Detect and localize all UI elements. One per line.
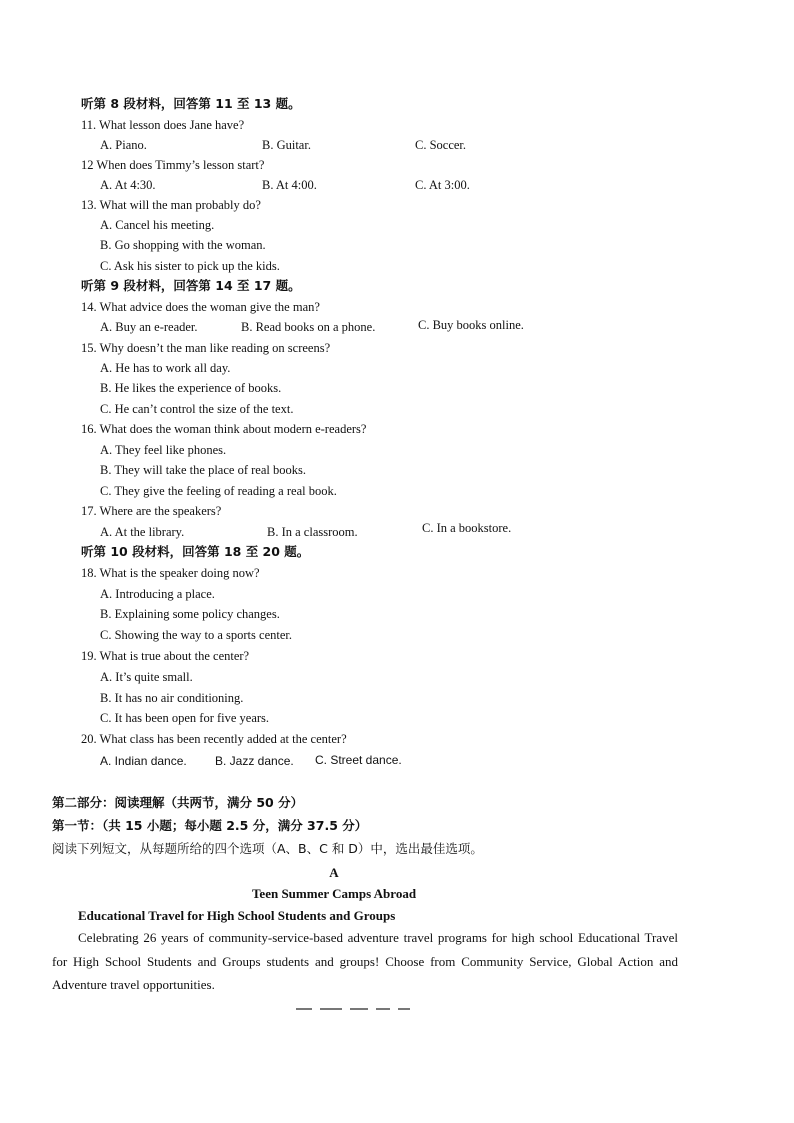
q16-option-c: C. They give the feeling of reading a real book.	[100, 484, 337, 498]
question-11: 11. What lesson does Jane have?	[81, 118, 245, 132]
q18-option-c: C. Showing the way to a sports center.	[100, 628, 292, 642]
passage-subtitle: Educational Travel for High School Students and Groups	[78, 908, 396, 923]
q15-option-b: B. He likes the experience of books.	[100, 381, 282, 395]
q12-option-b: B. At 4:00.	[262, 178, 317, 192]
q14-option-a: A. Buy an e-reader.	[100, 320, 198, 334]
question-15: 15. Why doesn’t the man like reading on screens?	[81, 341, 331, 355]
q18-option-a: A. Introducing a place.	[100, 587, 215, 601]
q19-option-a: A. It’s quite small.	[100, 670, 193, 684]
passage-title: Teen Summer Camps Abroad	[251, 886, 417, 901]
q15-option-a: A. He has to work all day.	[100, 361, 231, 375]
question-20: 20. What class has been recently added at the center?	[81, 732, 347, 746]
q16-option-a: A. They feel like phones.	[100, 443, 227, 457]
q16-option-b: B. They will take the place of real books.	[100, 463, 306, 477]
q11-option-a: A. Piano.	[100, 138, 147, 152]
q13-option-c: C. Ask his sister to pick up the kids.	[100, 259, 280, 273]
part-2-title: 第二部分：阅读理解（共两节，满分 50 分）	[52, 795, 304, 810]
question-13: 13. What will the man probably do?	[81, 198, 261, 212]
q17-option-b: B. In a classroom.	[267, 525, 358, 539]
page-footer-marks	[296, 1000, 431, 1006]
section-8-header: 听第 8 段材料，回答第 11 至 13 题。	[81, 96, 301, 111]
q12-option-a: A. At 4:30.	[100, 178, 156, 192]
question-14: 14. What advice does the woman give the man?	[81, 300, 320, 314]
q17-option-a: A. At the library.	[100, 525, 185, 539]
question-12: 12 When does Timmy’s lesson start?	[81, 158, 265, 172]
question-19: 19. What is true about the center?	[81, 649, 250, 663]
passage-paragraph: Celebrating 26 years of community-service-based adventure travel programs for high school Educational Travel for High School Students and Groups students and groups! Choose from Community Service, Global Action and Adventure travel opportunities.	[52, 930, 678, 992]
part-2-subtitle: 第一节：（共 15 小题；每小题 2.5 分，满分 37.5 分）	[52, 818, 368, 833]
question-16: 16. What does the woman think about modern e-readers?	[81, 422, 367, 436]
q19-option-b: B. It has no air conditioning.	[100, 691, 244, 705]
section-10-header: 听第 10 段材料，回答第 18 至 20 题。	[81, 544, 310, 559]
q17-option-c: C. In a bookstore.	[422, 521, 512, 535]
q20-option-a: A. Indian dance.	[100, 754, 187, 768]
q20-option-b: B. Jazz dance.	[215, 754, 294, 768]
q19-option-c: C. It has been open for five years.	[100, 711, 270, 725]
q18-option-b: B. Explaining some policy changes.	[100, 607, 280, 621]
q13-option-b: B. Go shopping with the woman.	[100, 238, 266, 252]
q13-option-a: A. Cancel his meeting.	[100, 218, 215, 232]
q20-option-c: C. Street dance.	[315, 753, 402, 767]
q11-option-b: B. Guitar.	[262, 138, 311, 152]
q12-option-c: C. At 3:00.	[415, 178, 470, 192]
question-17: 17. Where are the speakers?	[81, 504, 222, 518]
part-2-instruction: 阅读下列短文，从每题所给的四个选项（A、B、C 和 D）中，选出最佳选项。	[52, 841, 483, 856]
question-18: 18. What is the speaker doing now?	[81, 566, 260, 580]
q11-option-c: C. Soccer.	[415, 138, 467, 152]
passage-letter: A	[329, 865, 339, 880]
q14-option-b: B. Read books on a phone.	[241, 320, 376, 334]
section-9-header: 听第 9 段材料，回答第 14 至 17 题。	[81, 278, 301, 293]
q15-option-c: C. He can’t control the size of the text.	[100, 402, 294, 416]
q14-option-c: C. Buy books online.	[418, 318, 524, 332]
